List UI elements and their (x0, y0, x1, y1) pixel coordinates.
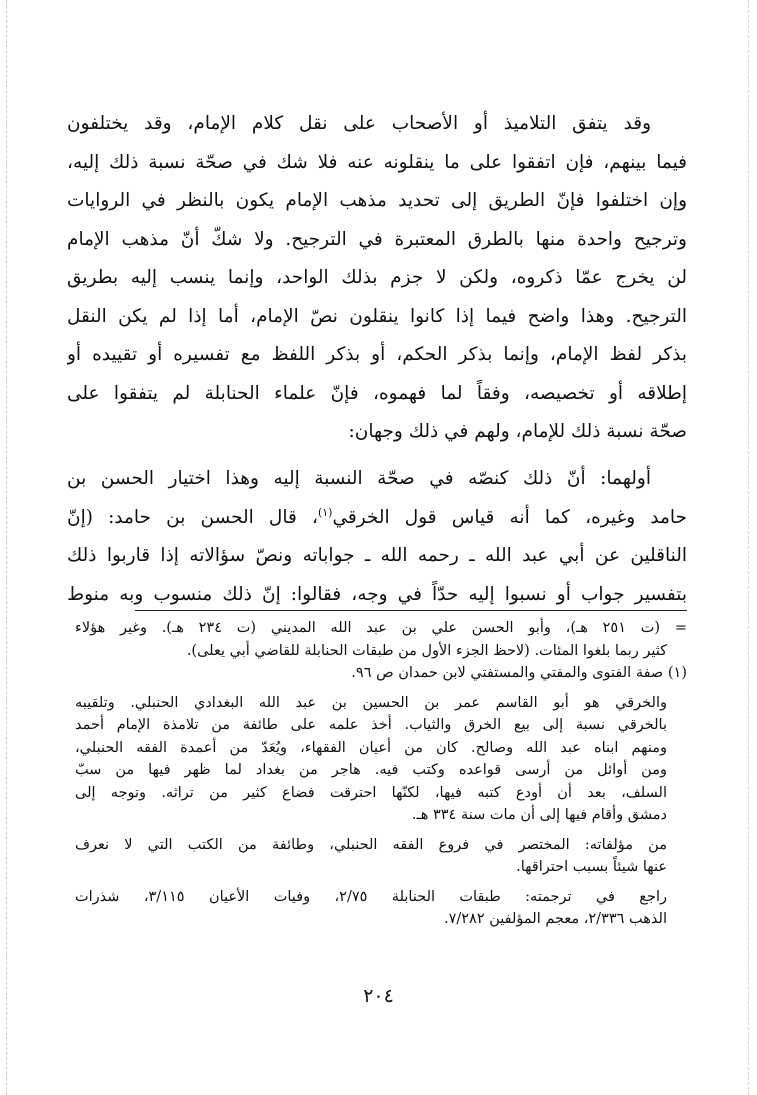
footnote-1-source (75, 662, 687, 685)
text-line: بتفسير جواب أو نسبوا إليه حدّاً في وجه، فقالوا: إنّ ذلك منسوب وبه منوط (67, 583, 687, 605)
text-line-with-footnote-ref (67, 499, 687, 538)
text-line: صحّة نسبة ذلك للإمام، ولهم في ذلك وجهان: (348, 421, 687, 442)
footnote-works-line: من مؤلفاته: المختصر في فروع الفقه الحنبلي، وطائفة من الكتب التي لا نعرف (75, 836, 667, 853)
text-segment: ، قال الحسن بن حامد: (إنّ (67, 506, 318, 528)
text-line: لن يخرج عمّا ذكروه، ولكن لا جزم بذلك الواحد، وإنما ينسب إليه بطريق (67, 267, 687, 288)
footnote-bio-line: ومن أوائل من أرسى قواعده وكتب فيه. هاجر من بغداد لما ظهر فيها من سبّ (75, 762, 667, 778)
footnote-number: (١) (667, 665, 687, 681)
footnote-refs-line: الذهب ٢/٣٣٦، معجم المؤلفين ٧/٢٨٢. (443, 911, 667, 927)
footnote-text: (ت ٢٥١ هـ)، وأبو الحسن علي بن عبد الله المديني (ت ٢٣٤ هـ). وغير هؤلاء (75, 620, 661, 636)
spacer (75, 685, 687, 692)
footnote-bio-line: بالخرقي نسبة إلى بيع الخرق والثياب. أخذ علمه على طائفة من تلامذة الإمام أحمد (75, 717, 667, 733)
main-paragraph-2 (67, 460, 687, 614)
text-line: فيما بينهم، فإن اتفقوا على ما ينقلونه عنه فلا شك في صحّة نسبة ذلك إليه، (67, 151, 687, 173)
scan-edge-left (6, 0, 7, 1095)
text-line: الناقلين عن أبي عبد الله ـ رحمه الله ـ جواباته ونصّ سؤالاته إذا قاربوا ذلك (67, 545, 687, 566)
footnote-separator (135, 610, 687, 611)
text-line: أولهما: أنّ ذلك كنصّه في صحّة النسبة إليه وهذا اختيار الحسن بن (67, 468, 651, 489)
spacer (75, 879, 687, 886)
footnote-bio-line: والخرقي هو أبو القاسم عمر بن الحسين بن عبد الله البغدادي الحنبلي. وتلقيبه (75, 694, 667, 711)
footnotes-block (75, 617, 687, 931)
footnote-bio-line: السلف، بعد أن أودع كتبه فيها، لكنّها احترقت فضاع كثير من تراثه. وتوجه إلى (75, 784, 667, 801)
text-line: وإن اختلفوا فإنّ الطريق إلى تحديد مذهب الإمام يكون بالنظر في الروايات (67, 190, 687, 211)
scan-edge-right (748, 0, 749, 1095)
continuation-marker: = (674, 620, 687, 636)
footnote-refs-line: راجع في ترجمته: طبقات الحنابلة ٢/٧٥، وفيات الأعيان ٣/١١٥، شذرات (75, 888, 668, 905)
footnote-bio-line: ومنهم ابناه عبد الله وصالح. كان من أعيان الفقهاء، ويُعَدّ من أعمدة الفقه الحنبلي، (75, 739, 667, 756)
footnote-text: صفة الفتوى والمفتي والمستفتي لابن حمدان ص ٩٦. (351, 665, 664, 681)
footnote-bio-line: دمشق وأقام فيها إلى أن مات سنة ٣٣٤ هـ. (411, 807, 667, 823)
footnote-continued-line: كثير ربما بلغوا المئات. (لاحظ الجزء الأول من طبقات الحنابلة للقاضي أبي يعلى). (186, 642, 667, 659)
footnote-reference[interactable]: (١) (317, 505, 333, 519)
main-paragraph-1 (67, 105, 687, 452)
text-line: وقد يتفق التلاميذ أو الأصحاب على نقل كلام الإمام، وقد يختلفون (67, 113, 651, 134)
text-segment: حامد وغيره، كما أنه قياس قول الخرقي (332, 506, 687, 528)
text-line: بذكر لفظ الإمام، وإنما بذكر الحكم، أو بذكر اللفظ مع تفسيره أو تقييده أو (67, 344, 687, 365)
page-number: ٢٠٤ (363, 985, 394, 1007)
text-line: الترجيح. وهذا واضح فيما إذا كانوا ينقلون نصّ الإمام، أما إذا لم يكن النقل (67, 305, 687, 327)
text-line: إطلاقه أو تخصيصه، وفقاً لما فهموه، فإنّ علماء الحنابلة لم يتفقوا على (67, 382, 687, 404)
footnote-works-line: عنها شيئاً بسبب احتراقها. (516, 859, 667, 875)
text-line: وترجيح واحدة منها بالطرق المعتبرة في الترجيح. ولا شكّ أنّ مذهب الإمام (67, 228, 687, 250)
footnote-continued-line (75, 617, 687, 640)
spacer (75, 827, 687, 834)
